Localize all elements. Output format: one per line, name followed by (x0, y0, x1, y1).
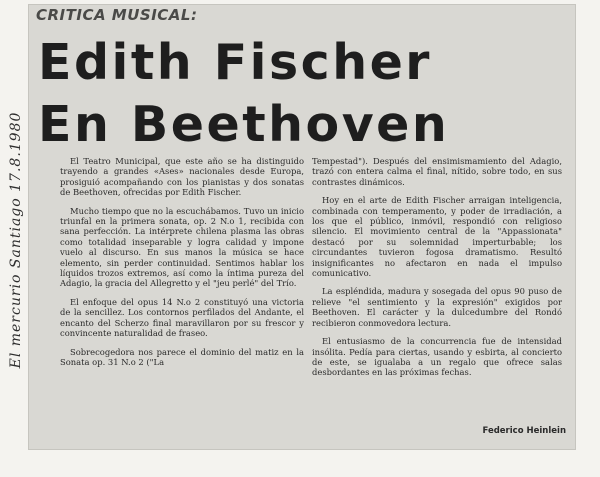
article-paragraph: La espléndida, madura y sosegada del opus 90 puso de relieve "el sentimiento y la expresión" exigidos por Beethoven. El carácter y la dulcedumbre del Rondó recibieron conmovedora lectura. (312, 286, 562, 328)
article-paragraph: El enfoque del opus 14 N.o 2 constituyó una victoria de la sencillez. Los contornos perfilados del Andante, el encanto del Scherzo final maravillaron por su frescor y convincente naturalidad de fraseo. (60, 296, 304, 339)
article-paragraph: El Teatro Municipal, que este año se ha distinguido trayendo a grandes «Ases» nacionales desde Europa, prosiguió acompañando con los pianistas y dos sonatas de Beethoven, ofrecidas por Edith Fischer. (60, 156, 304, 198)
handwritten-annotation (0, 0, 32, 477)
article-paragraph: Mucho tiempo que no la escuchábamos. Tuvo un inicio triunfal en la primera sonata, op. 2 N.o 1, recibida con sana perfección. La intérprete chilena plasma las obras como totalidad inseparable y logra calidad y impone vuelo al discurso. En sus manos la música se hace elemento, sin perder continuidad. Sentimos hablar los líquidos trozos extremos, así como la íntima pureza del Adagio, la gracia del Allegretto y el "jeu perlé" del Trío. (60, 205, 304, 289)
headline-line-1: Edith Fischer (38, 34, 432, 91)
section-label: CRITICA MUSICAL: (36, 6, 198, 24)
handwritten-date-note: El mercurio Santiago 17.8.1980 (8, 111, 24, 369)
article-paragraph: Hoy en el arte de Edith Fischer arraigan inteligencia, combinada con temperamento, y poder de irradiación, a los que el público, inmóvil, respondió con religioso silencio. El movimiento central de la "Appassionata" destacó por su solemnidad imperturbable; los circundantes tuvieron fogosa dramatismo. Resultó insignificantes no afectaron en nada el impulso comunicativo. (312, 195, 562, 279)
article-paragraph: Sobrecogedora nos parece el dominio del matiz en la Sonata op. 31 N.o 2 ("La (60, 346, 304, 367)
article-left-column (60, 156, 304, 367)
article-right-column (312, 156, 562, 378)
article-paragraph: Tempestad"). Después del ensimismamiento del Adagio, trazó con entera calma el final, nítido, sobre todo, en sus contrastes dinámicos. (312, 156, 562, 187)
article-paragraph: El entusiasmo de la concurrencia fue de intensidad insólita. Pedía para ciertas, usando y esbirta, al concierto de este, se igualaba a un regalo que ofrece salas desbordantes en las próximas fechas. (312, 336, 562, 378)
author-signature: Federico Heinlein (482, 426, 566, 436)
headline-line-2: En Beethoven (38, 96, 450, 153)
